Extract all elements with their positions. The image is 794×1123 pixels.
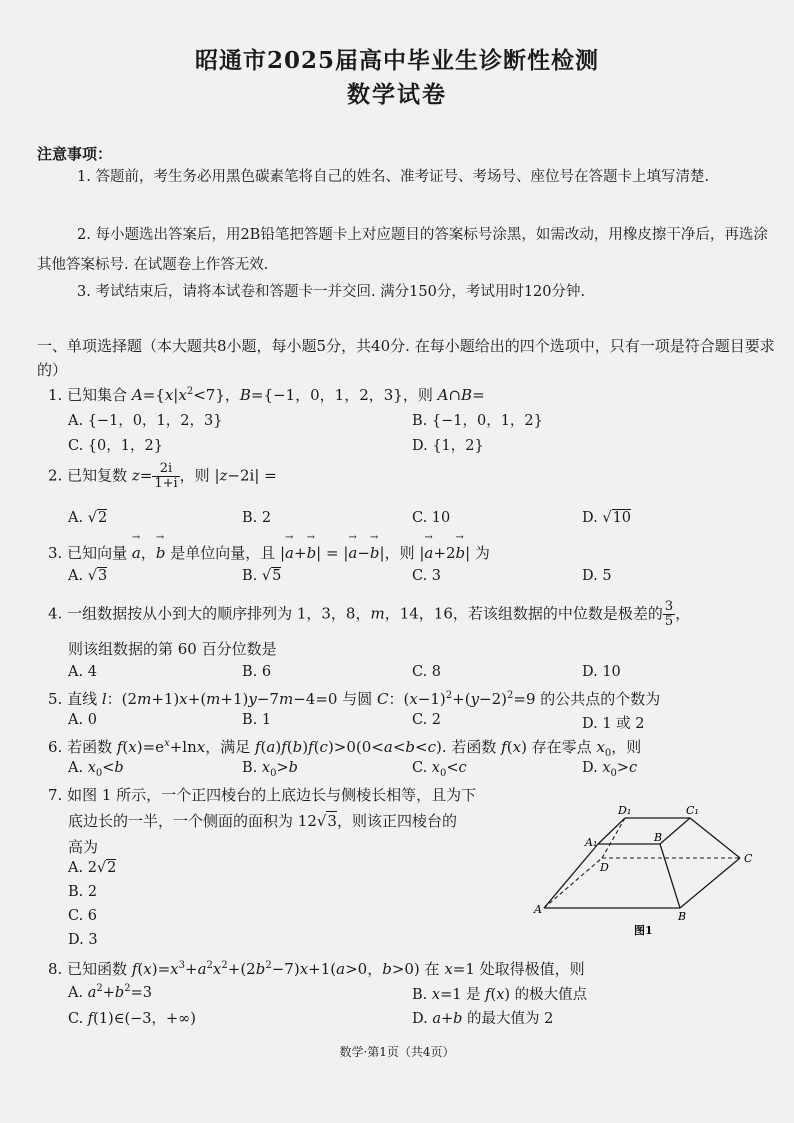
edge-cc1 xyxy=(690,818,740,858)
q4-option-a: A. 4 xyxy=(68,664,97,680)
section-title: 一、单项选择题（本大题共8小题，每小题5分，共40分. 在每小题给出的四个选项中，只有一项是符合题目要求的） xyxy=(37,337,775,379)
q4-option-c: C. 8 xyxy=(412,664,442,680)
label-b: B xyxy=(678,910,687,923)
label-d: D xyxy=(600,861,609,874)
question-2: 2. 已知复数 z= $\frac{2i}{1+i}$ ，则 |z−2i| = xyxy=(48,461,277,491)
notes-heading: 注意事项： xyxy=(37,145,113,163)
edge-b1c1 xyxy=(660,818,690,844)
label-c: C xyxy=(744,852,753,865)
q3-option-a: A. √3 xyxy=(68,568,108,584)
q5-option-b: B. 1 xyxy=(242,712,272,728)
q2-fraction: $\frac{2i}{1+i}$ xyxy=(154,461,178,491)
question-1: 1. 已知集合 $A=\{x|x^2<7\}$，B={−1，0，1，2，3}，则 A∩B= xyxy=(48,386,485,404)
q3-option-b: B. √5 xyxy=(242,568,282,584)
label-d1: D₁ xyxy=(618,804,632,817)
frustum-figure xyxy=(530,800,770,940)
edge-ad xyxy=(544,858,602,908)
label-a: A xyxy=(534,903,542,916)
q8-option-b: B. x=1 是 f(x) 的极大值点 xyxy=(412,987,588,1003)
q4-option-d: D. 10 xyxy=(582,664,621,680)
q2-option-a: A. √2 xyxy=(68,510,108,526)
page-footer: 数学·第1页（共4页） xyxy=(339,1045,455,1059)
edge-bb1 xyxy=(660,844,680,908)
q3-option-d: D. 5 xyxy=(582,568,612,584)
q2-option-d: D. √10 xyxy=(582,510,632,526)
edge-dd1 xyxy=(602,818,625,858)
q2-option-c: C. 10 xyxy=(412,510,451,526)
q1-option-a: A. {−1，0，1，2，3} xyxy=(68,413,223,429)
q7-option-d: D. 3 xyxy=(68,932,98,948)
q7-option-c: C. 6 xyxy=(68,908,98,924)
page-subtitle: 数学试卷 xyxy=(347,81,447,108)
question-5: 5. 直线 l：(2m+1)x+(m+1)y−7m−4=0 与圆 C：$(x-1)^2+(y-2)^2=9$ 的公共点的个数为 xyxy=(48,690,661,708)
q3-option-c: C. 3 xyxy=(412,568,442,584)
question-7-line2: 底边长的一半，一个侧面的面积为 12√3，则该正四棱台的 xyxy=(68,812,457,830)
q1-option-b: B. {−1，0，1，2} xyxy=(412,413,543,429)
question-6: 6. 若函数 $f(x)=e^x+\ln x$，满足 f(a)f(b)f(c)>0(0<a<b<c). 若函数 f(x) 存在零点 $x_0$，则 xyxy=(48,738,642,759)
q1-option-d: D. {1，2} xyxy=(412,438,484,454)
q6-option-d: D. $x_0>c$ xyxy=(582,760,638,779)
q8-option-d: D. a+b 的最大值为 2 xyxy=(412,1011,554,1027)
q6-option-a: A. $x_0<b$ xyxy=(68,760,124,779)
q6-option-c: C. $x_0<c$ xyxy=(412,760,467,779)
q7-option-b: B. 2 xyxy=(68,884,98,900)
edge-aa1 xyxy=(544,844,598,908)
q2-option-b: B. 2 xyxy=(242,510,272,526)
note-item-1: 1. 答题前，考生务必用黑色碳素笔将自己的姓名、准考证号、考场号、座位号在答题卡上填写清楚. xyxy=(77,169,710,185)
question-7: 7. 如图 1 所示，一个正四棱台的上底边长与侧棱长相等，且为下 xyxy=(48,786,477,804)
note-item-3: 3. 考试结束后，请将本试卷和答题卡一并交回. 满分150分，考试用时120分钟. xyxy=(77,284,586,300)
q5-option-c: C. 2 xyxy=(412,712,442,728)
question-8: 8. 已知函数 $f(x)=x^3+a^2x^2+(2b^2-7)x+1(a>0$，b>0) 在 x=1 处取得极值，则 xyxy=(48,960,585,978)
q4-option-b: B. 6 xyxy=(242,664,272,680)
edge-bc xyxy=(680,858,740,908)
q8-option-c: C. f(1)∈(−3，+∞) xyxy=(68,1011,196,1027)
page-title: 昭通市2025届高中毕业生诊断性检测 xyxy=(194,47,599,74)
q6-option-b: B. $x_0>b$ xyxy=(242,760,298,779)
label-a1: A₁ xyxy=(585,836,598,849)
note-item-2: 2. 每小题选出答案后，用2B铅笔把答题卡上对应题目的答案标号涂黑，如需改动，用橡皮擦干净后，再选涂其他答案标号. 在试题卷上作答无效. xyxy=(37,227,768,273)
label-c1: C₁ xyxy=(686,804,699,817)
q1-option-c: C. {0，1，2} xyxy=(68,438,163,454)
question-4: 4. 一组数据按从小到大的顺序排列为 1，3，8，m，14，16，若该组数据的中位数是极差的 $\frac{3}{5}$ ， xyxy=(48,599,691,629)
question-7-line3: 高为 xyxy=(68,838,99,856)
q5-option-d: D. 1 或 2 xyxy=(582,716,645,732)
q8-option-a: A. $a^2+b^2=3$ xyxy=(68,983,152,1001)
label-b1: B xyxy=(654,831,663,844)
question-4-line2: 则该组数据的第 60 百分位数是 xyxy=(68,640,277,658)
edge-a1d1 xyxy=(598,818,625,844)
figure-caption: 图1 xyxy=(634,924,653,937)
q7-option-a: A. 2√2 xyxy=(68,860,117,876)
question-3: 3. 已知向量 → a，→ b 是单位向量，且 |→ a+→ b| = |→ a−→ b|，则 |→ a+2→ b| 为 xyxy=(48,542,490,563)
q5-option-a: A. 0 xyxy=(68,712,97,728)
q4-fraction: $\frac{3}{5}$ xyxy=(664,599,674,629)
